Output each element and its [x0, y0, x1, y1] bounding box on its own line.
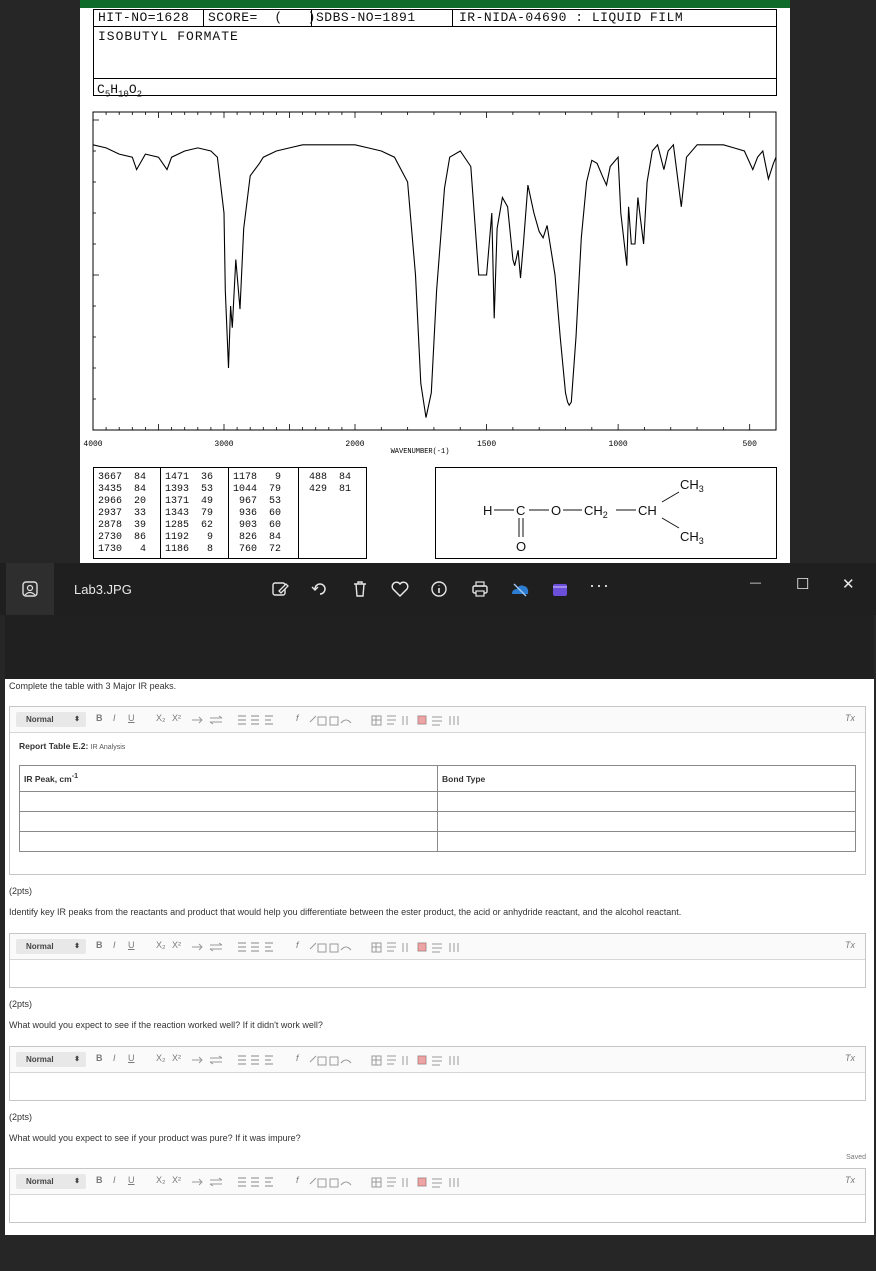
- clipchamp-button[interactable]: [549, 578, 571, 600]
- saved-status: Saved: [846, 1154, 866, 1161]
- editor-1-toolbar: [10, 707, 865, 733]
- peak-column-4: 488 84 429 81: [309, 472, 352, 495]
- report-title: Report Table E.2: IR Analysis: [19, 741, 126, 751]
- superscript-button[interactable]: X²: [172, 713, 181, 723]
- group-ch3-bottom: $CH_3$: [680, 529, 704, 546]
- question-1-text: Complete the table with 3 Major IR peaks.: [9, 681, 177, 691]
- rotate-button[interactable]: [309, 578, 331, 600]
- format-select[interactable]: Normal ⬍: [16, 1174, 86, 1189]
- info-icon: [428, 578, 450, 600]
- photo-viewer-toolbar: [0, 563, 876, 615]
- y-ticks: [93, 120, 99, 430]
- bold-button[interactable]: B: [96, 713, 103, 723]
- hit-no: HIT-NO=1628: [94, 10, 204, 26]
- x-tick-label: 2000: [345, 440, 365, 449]
- clear-format-button[interactable]: Tx: [845, 713, 855, 723]
- minimize-button[interactable]: —: [750, 577, 761, 589]
- col-ir-peak-header: IR Peak, $cm^{-1}$: [20, 766, 438, 792]
- editor-2[interactable]: [9, 933, 866, 988]
- link-image-icons[interactable]: [308, 941, 352, 953]
- onedrive-button[interactable]: [509, 578, 531, 600]
- header-divider: [94, 78, 776, 79]
- atom-o-carbonyl: O: [516, 539, 527, 554]
- info-button[interactable]: [428, 578, 450, 600]
- direction-icons[interactable]: [190, 942, 226, 952]
- plot-frame: [93, 112, 776, 430]
- list-icons[interactable]: [235, 1176, 277, 1188]
- gallery-icon: [19, 578, 41, 600]
- superscript-button[interactable]: X²: [172, 1175, 181, 1185]
- italic-button[interactable]: I: [113, 1053, 116, 1063]
- list-icons[interactable]: [235, 941, 277, 953]
- structure-svg: [436, 468, 778, 560]
- editor-2-toolbar: [10, 934, 865, 960]
- table-icons[interactable]: [370, 1176, 462, 1188]
- peak-column-2: 1471 36 1393 53 1371 49 1343 79 1285 62 1192 9 1186 8: [161, 468, 229, 558]
- file-name: Lab3.JPG: [74, 581, 132, 597]
- peak-column-3: 1178 9 1044 79 967 53 936 60 903 60 826 84 760 72: [229, 468, 299, 558]
- bottom-band: [0, 1235, 876, 1271]
- direction-icons[interactable]: [190, 715, 226, 725]
- x-tick-label: 1500: [476, 440, 497, 449]
- edit-button[interactable]: [269, 578, 291, 600]
- maximize-button[interactable]: ☐: [796, 576, 810, 593]
- question-4-text: What would you expect to see if your product was pure? If it was impure?: [9, 1133, 301, 1143]
- x-tick-label: 1000: [608, 440, 628, 449]
- x-axis-label: WAVENUMBER(-1): [390, 448, 450, 456]
- delete-icon: [349, 578, 371, 600]
- atom-o: O: [551, 503, 562, 518]
- table-cell[interactable]: [20, 812, 438, 832]
- group-ch2: $CH_2$: [584, 503, 608, 520]
- editor-4[interactable]: [9, 1168, 866, 1223]
- question-4-points: (2pts): [9, 1112, 33, 1122]
- ir-spectrum-chart: [80, 103, 790, 458]
- sdbs-no: SDBS-NO=1891: [312, 10, 453, 26]
- assignment-form: [5, 615, 874, 1235]
- format-select[interactable]: Normal ⬍: [16, 712, 86, 727]
- underline-button[interactable]: U: [128, 1053, 135, 1063]
- table-icons[interactable]: [370, 1054, 462, 1066]
- superscript-button[interactable]: X²: [172, 1053, 181, 1063]
- underline-button[interactable]: U: [128, 940, 135, 950]
- table-cell[interactable]: [20, 792, 438, 812]
- formula-button[interactable]: f: [296, 940, 299, 950]
- x-tick-label: 4000: [83, 440, 103, 449]
- spectrum-header: [93, 9, 777, 100]
- clear-format-button[interactable]: Tx: [845, 1175, 855, 1185]
- underline-button[interactable]: U: [128, 713, 135, 723]
- direction-icons[interactable]: [190, 1055, 226, 1065]
- question-3-text: What would you expect to see if the reaction worked well? If it didn't work well?: [9, 1020, 323, 1030]
- editor-4-toolbar: [10, 1169, 865, 1195]
- edit-icon: [269, 578, 291, 600]
- table-cell[interactable]: [438, 792, 856, 812]
- more-button[interactable]: ···: [589, 575, 610, 595]
- link-image-icons[interactable]: [308, 714, 352, 726]
- table-icons[interactable]: [370, 714, 462, 726]
- score: SCORE= ( ): [204, 10, 312, 26]
- table-cell[interactable]: [20, 832, 438, 852]
- editor-1[interactable]: [9, 706, 866, 875]
- table-cell[interactable]: [438, 812, 856, 832]
- subscript-button[interactable]: X₂: [156, 1053, 166, 1063]
- subscript-button[interactable]: X₂: [156, 940, 166, 950]
- italic-button[interactable]: I: [113, 713, 116, 723]
- table-cell[interactable]: [438, 832, 856, 852]
- table-row: [20, 792, 856, 812]
- formula-button[interactable]: f: [296, 713, 299, 723]
- structure-diagram: [435, 467, 777, 559]
- spectrum-image: [80, 0, 790, 563]
- favorite-icon: [389, 578, 411, 600]
- x-tick-label: 500: [742, 440, 757, 449]
- favorite-button[interactable]: [389, 578, 411, 600]
- clipchamp-icon: [549, 578, 571, 600]
- question-2-text: Identify key IR peaks from the reactants and product that would help you differentiate between the ester product, the acid or anhydride reactant, and the alcohol reactant.: [9, 907, 682, 917]
- col-bond-type-header: Bond Type: [438, 766, 856, 792]
- table-icons[interactable]: [370, 941, 462, 953]
- ir-nida: IR-NIDA-04690 : LIQUID FILM: [459, 10, 684, 25]
- bond-ch-ch3-top: [662, 492, 679, 502]
- list-icons[interactable]: [235, 714, 277, 726]
- peak-column-1: 3667 84 3435 84 2966 20 2937 33 2878 39 2730 86 1730 4: [94, 468, 161, 558]
- subscript-button[interactable]: X₂: [156, 1175, 166, 1185]
- peak-table: [93, 467, 367, 559]
- molecular-formula: $C_5H_{10}O_2$: [97, 82, 143, 100]
- spectrum-series-line: [93, 145, 776, 418]
- close-button[interactable]: ✕: [842, 576, 855, 593]
- superscript-button[interactable]: X²: [172, 940, 181, 950]
- ir-analysis-table: [19, 765, 856, 852]
- group-ch3-top: $CH_3$: [680, 477, 704, 494]
- format-select[interactable]: Normal ⬍: [16, 1052, 86, 1067]
- onedrive-icon: [509, 578, 531, 600]
- editor-3-toolbar: [10, 1047, 865, 1073]
- atom-h: H: [483, 503, 493, 518]
- gallery-button[interactable]: [6, 563, 54, 615]
- underline-button[interactable]: U: [128, 1175, 135, 1185]
- compound-name: ISOBUTYL FORMATE: [98, 29, 239, 44]
- table-row: [20, 812, 856, 832]
- form-header-band: [5, 615, 874, 679]
- bold-button[interactable]: B: [96, 940, 103, 950]
- clear-format-button[interactable]: Tx: [845, 1053, 855, 1063]
- italic-button[interactable]: I: [113, 940, 116, 950]
- italic-button[interactable]: I: [113, 1175, 116, 1185]
- link-image-icons[interactable]: [308, 1176, 352, 1188]
- format-select[interactable]: Normal ⬍: [16, 939, 86, 954]
- print-button[interactable]: [469, 578, 491, 600]
- print-icon: [469, 578, 491, 600]
- x-tick-label: 3000: [214, 440, 234, 449]
- formula-button[interactable]: f: [296, 1053, 299, 1063]
- table-row: [20, 832, 856, 852]
- subscript-button[interactable]: X₂: [156, 713, 166, 723]
- formula-button[interactable]: f: [296, 1175, 299, 1185]
- rotate-icon: [309, 578, 331, 600]
- clear-format-button[interactable]: Tx: [845, 940, 855, 950]
- group-ch: CH: [638, 503, 657, 518]
- atom-c: C: [516, 503, 526, 518]
- delete-button[interactable]: [349, 578, 371, 600]
- spectrum-header-row: [94, 10, 776, 27]
- question-2-points: (2pts): [9, 886, 33, 896]
- editor-3[interactable]: [9, 1046, 866, 1101]
- link-image-icons[interactable]: [308, 1054, 352, 1066]
- bond-ch-ch3-bottom: [662, 518, 679, 528]
- question-3-points: (2pts): [9, 999, 33, 1009]
- table-header-row: [20, 766, 856, 792]
- bold-button[interactable]: B: [96, 1053, 103, 1063]
- bold-button[interactable]: B: [96, 1175, 103, 1185]
- direction-icons[interactable]: [190, 1177, 226, 1187]
- list-icons[interactable]: [235, 1054, 277, 1066]
